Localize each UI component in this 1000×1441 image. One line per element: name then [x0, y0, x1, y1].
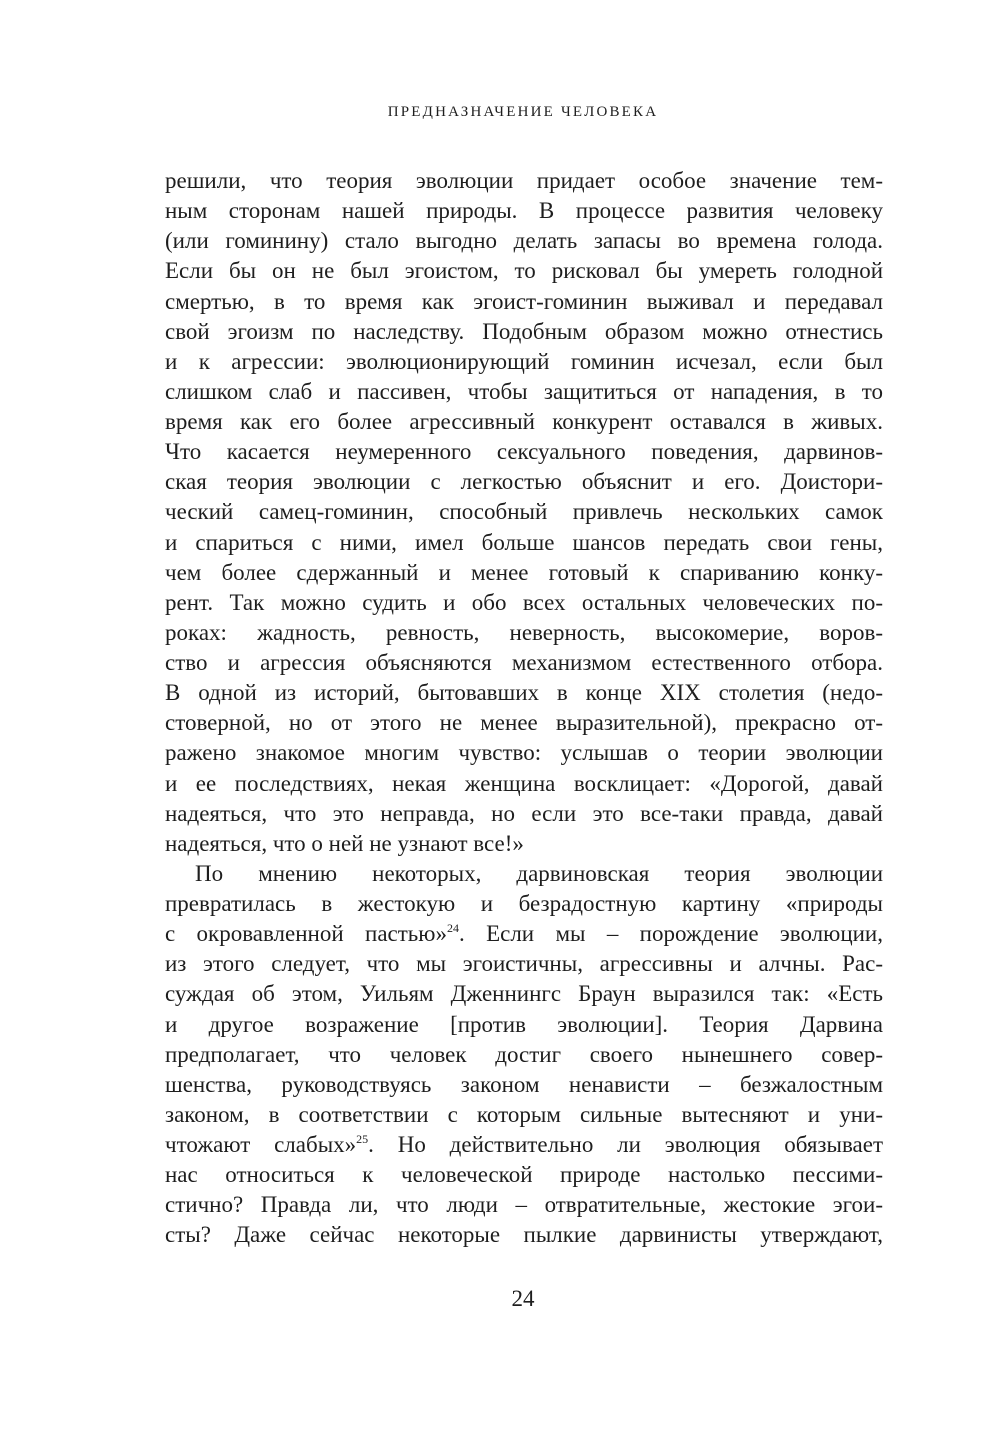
footnote-ref-25[interactable]: 25	[356, 1132, 369, 1146]
text-line: рент. Так можно судить и обо всех остальных человеческих по-	[165, 589, 883, 615]
paragraph-1	[165, 166, 883, 859]
text-line: предполагает, что человек достиг своего нынешнего совер-	[165, 1041, 883, 1067]
text-line: и спариться с ними, имел больше шансов передать свои гены,	[165, 529, 883, 555]
text-line	[165, 1130, 883, 1160]
text-line: надеяться, что о ней не узнают все!»	[165, 830, 524, 856]
text-line: шенства, руководствуясь законом ненависти – безжалостным	[165, 1071, 883, 1097]
text-line: ская теория эволюции с легкостью объяснит и его. Доистори-	[165, 469, 883, 495]
text-line: слишком слаб и пассивен, чтобы защититься от нападения, в то	[165, 378, 883, 404]
text-line: ство и агрессия объясняются механизмом естественного отбора.	[165, 650, 883, 675]
text-line: решили, что теория эволюции придает особое значение тем-	[165, 168, 883, 193]
text-line: свой эгоизм по наследству. Подобным образом можно отнестись	[165, 318, 883, 344]
text-line: надеяться, что это неправда, но если это все-таки правда, давай	[165, 800, 883, 826]
footnote-ref-24[interactable]: 24	[446, 921, 459, 936]
text-line	[165, 919, 883, 949]
text-fragment: . Но действительно ли эволюция обязывает	[368, 1132, 883, 1157]
text-line: ным сторонам нашей природы. В процессе развития человеку	[165, 198, 883, 224]
text-line: законом, в соответствии с которым сильные вытесняют и уни-	[165, 1101, 883, 1127]
text-line: Если бы он не был эгоистом, то рисковал бы умереть голодной	[165, 258, 883, 284]
text-line: смертью, в то время как эгоист-гоминин выживал и передавал	[165, 288, 883, 314]
text-fragment: с окровавленной пастью»	[165, 921, 447, 947]
text-line: из этого следует, что мы эгоистичны, агрессивны и алчны. Рас-	[165, 951, 883, 977]
text-line: ческий самец-гоминин, способный привлечь нескольких самок	[165, 499, 883, 525]
page-number: 24	[511, 1286, 535, 1311]
paragraph-2	[165, 859, 883, 1251]
text-line: ражено знакомое многим чувство: услышав о теории эволюции	[165, 740, 883, 766]
text-line: превратилась в жестокую и безрадостную картину «природы	[165, 891, 883, 916]
text-line: (или гоминину) стало выгодно делать запасы во времена голода.	[165, 228, 883, 254]
text-line: суждая об этом, Уильям Дженнингс Браун выразился так: «Есть	[165, 981, 883, 1007]
text-line: и другое возражение [против эволюции]. Теория Дарвина	[165, 1011, 883, 1037]
text-fragment: чтожают слабых»	[165, 1132, 357, 1157]
text-line: время как его более агрессивный конкурент оставался в живых.	[165, 409, 883, 434]
text-line: чем более сдержанный и менее готовый к спариванию конку-	[165, 559, 883, 585]
running-head: ПРЕДНАЗНАЧЕНИЕ ЧЕЛОВЕКА	[387, 104, 659, 120]
text-line: и ее последствиях, некая женщина восклицает: «Дорогой, давай	[165, 770, 883, 796]
text-line: Что касается неумеренного сексуального поведения, дарвинов-	[165, 439, 883, 465]
text-line: нас относиться к человеческой природе настолько пессими-	[165, 1162, 883, 1188]
text-line: По мнению некоторых, дарвиновская теория эволюции	[195, 860, 883, 886]
text-line: стично? Правда ли, что люди – отвратительные, жестокие эгои-	[165, 1192, 883, 1218]
body-text	[165, 166, 883, 1251]
text-line: роках: жадность, ревность, неверность, высокомерие, воров-	[165, 619, 883, 645]
text-fragment: . Если мы – порождение эволюции,	[458, 921, 883, 947]
text-line: В одной из историй, бытовавших в конце XIX столетия (недо-	[165, 680, 883, 706]
text-line: сты? Даже сейчас некоторые пылкие дарвинисты утверждают,	[165, 1222, 883, 1248]
text-line: и к агрессии: эволюционирующий гоминин исчезал, если был	[165, 348, 883, 374]
text-line: стоверной, но от этого не менее выразительной), прекрасно от-	[165, 710, 883, 736]
